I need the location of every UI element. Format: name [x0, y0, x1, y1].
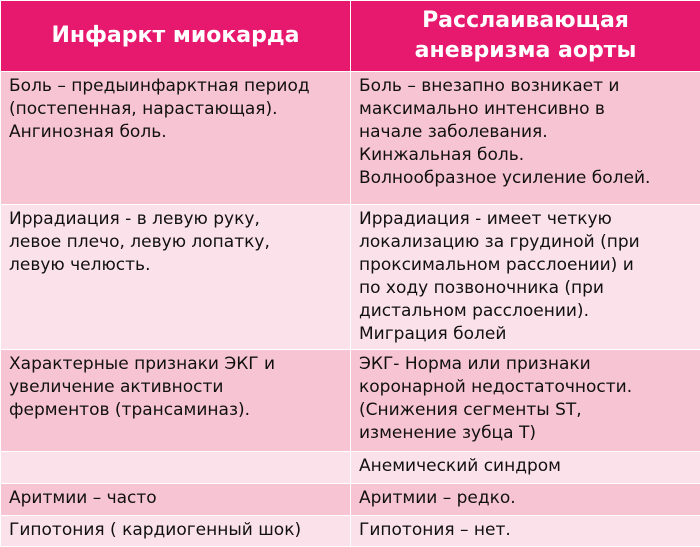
cell-ad-ecg: ЭКГ- Норма или признаки коронарной недостаточности. (Снижения сегменты ST, изменение зубца Т): [351, 350, 700, 452]
table-row-irradiation: [1, 205, 700, 350]
table-row-arrhythmia: [1, 484, 700, 516]
header-aortic-dissection: Расслаивающая аневризма аорты: [351, 1, 700, 72]
table-row-ecg: [1, 350, 700, 452]
cell-mi-anemia: [1, 452, 351, 484]
cell-ad-irradiation: Иррадиация - имеет четкую локализацию за грудиной (при проксимальном расслоении) и по ходу позвоночника (при дистальном расслоении). Миграция болей: [351, 205, 700, 350]
cell-mi-arrhythmia: Аритмии – часто: [1, 484, 351, 516]
cell-ad-anemia: Анемический синдром: [351, 452, 700, 484]
cell-mi-irradiation: Иррадиация - в левую руку, левое плечо, левую лопатку, левую челюсть.: [1, 205, 351, 350]
table-row-anemia: [1, 452, 700, 484]
cell-ad-pain: Боль – внезапно возникает и максимально интенсивно в начале заболевания. Кинжальная боль. Волнообразное усиление болей.: [351, 72, 700, 205]
table-row-pain: [1, 72, 700, 205]
table-row-hypotension: [1, 516, 700, 547]
cell-mi-pain: Боль – предыинфарктная период (постепенная, нарастающая). Ангинозная боль.: [1, 72, 351, 205]
cell-mi-hypotension: Гипотония ( кардиогенный шок): [1, 516, 351, 547]
header-row: [1, 1, 700, 72]
header-myocardial-infarction: Инфаркт миокарда: [1, 1, 351, 72]
cell-mi-ecg: Характерные признаки ЭКГ и увеличение активности ферментов (трансаминаз).: [1, 350, 351, 452]
cell-ad-hypotension: Гипотония – нет.: [351, 516, 700, 547]
cell-ad-arrhythmia: Аритмии – редко.: [351, 484, 700, 516]
